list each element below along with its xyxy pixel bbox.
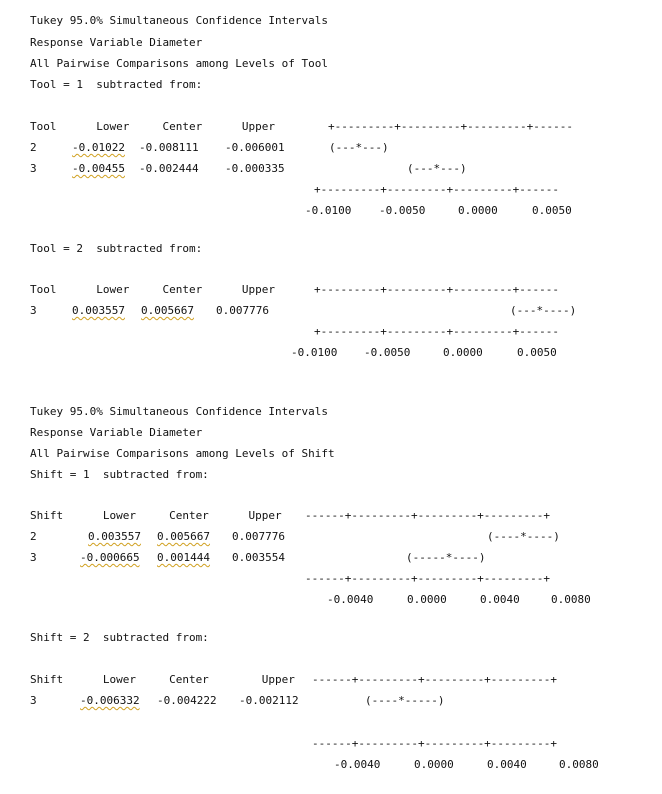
axis-tick-label: 0.0080 [559,758,599,771]
level-cell: 3 [30,162,37,175]
lower-cell: -0.006332 [80,694,140,707]
interval-bar: (----*----) [487,530,560,543]
block4-subtracted: Shift = 2 subtracted from: [30,631,209,644]
upper-cell: -0.000335 [225,162,285,175]
interval-bar: (---*----) [510,304,577,317]
upper-cell: 0.007776 [216,304,269,317]
lower-cell: 0.003557 [72,304,125,317]
upper-cell: -0.006001 [225,141,285,154]
block3-axis-bottom: ------+---------+---------+---------+ [305,572,551,585]
block4-table-header: Shift Lower Center Upper [30,673,295,686]
block1-axis-top: +---------+---------+---------+------ [328,120,574,133]
axis-tick-label: -0.0050 [379,204,426,217]
interval-bar: (---*---) [407,162,467,175]
axis-tick-label: 0.0040 [480,593,520,606]
axis-tick-label: -0.0050 [364,346,411,359]
lower-cell: -0.000665 [80,551,140,564]
interval-bar: (----*-----) [365,694,445,707]
axis-tick-label: 0.0050 [532,204,572,217]
block2-axis-top: +---------+---------+---------+------ [314,283,560,296]
axis-tick-label: 0.0050 [517,346,557,359]
axis-tick-label: 0.0000 [443,346,483,359]
block2-subtracted: Tool = 2 subtracted from: [30,242,203,255]
level-cell: 3 [30,304,37,317]
center-cell: 0.005667 [141,304,194,317]
level-cell: 2 [30,530,37,543]
center-cell: 0.005667 [157,530,210,543]
center-cell: -0.004222 [157,694,217,707]
block3-title: Tukey 95.0% Simultaneous Confidence Intervals [30,405,329,418]
block3-table-header: Shift Lower Center Upper [30,509,282,522]
axis-tick-label: 0.0000 [414,758,454,771]
block4-axis-bottom: ------+---------+---------+---------+ [312,737,558,750]
lower-cell: -0.00455 [72,162,125,175]
center-cell: -0.008111 [139,141,199,154]
block3-axis-top: ------+---------+---------+---------+ [305,509,551,522]
block4-axis-top: ------+---------+---------+---------+ [312,673,558,686]
axis-tick-label: -0.0040 [327,593,374,606]
block3-comparison: All Pairwise Comparisons among Levels of Shift [30,447,335,460]
block1-table-header: Tool Lower Center Upper [30,120,276,133]
axis-tick-label: -0.0100 [305,204,352,217]
block3-response: Response Variable Diameter [30,426,203,439]
block3-subtracted: Shift = 1 subtracted from: [30,468,209,481]
axis-tick-label: -0.0100 [291,346,338,359]
center-cell: -0.002444 [139,162,199,175]
axis-tick-label: 0.0080 [551,593,591,606]
interval-bar: (-----*----) [406,551,486,564]
block1-subtracted: Tool = 1 subtracted from: [30,78,203,91]
lower-cell: -0.01022 [72,141,125,154]
upper-cell: 0.007776 [232,530,285,543]
block1-title: Tukey 95.0% Simultaneous Confidence Intervals [30,14,329,27]
axis-tick-label: 0.0000 [407,593,447,606]
level-cell: 3 [30,551,37,564]
center-cell: 0.001444 [157,551,210,564]
interval-bar: (---*---) [329,141,389,154]
block1-axis-bottom: +---------+---------+---------+------ [314,183,560,196]
block1-response: Response Variable Diameter [30,36,203,49]
axis-tick-label: 0.0000 [458,204,498,217]
block1-comparison: All Pairwise Comparisons among Levels of Tool [30,57,329,70]
lower-cell: 0.003557 [88,530,141,543]
level-cell: 3 [30,694,37,707]
axis-tick-label: 0.0040 [487,758,527,771]
block2-axis-bottom: +---------+---------+---------+------ [314,325,560,338]
block2-table-header: Tool Lower Center Upper [30,283,276,296]
upper-cell: -0.002112 [239,694,299,707]
level-cell: 2 [30,141,37,154]
upper-cell: 0.003554 [232,551,285,564]
axis-tick-label: -0.0040 [334,758,381,771]
